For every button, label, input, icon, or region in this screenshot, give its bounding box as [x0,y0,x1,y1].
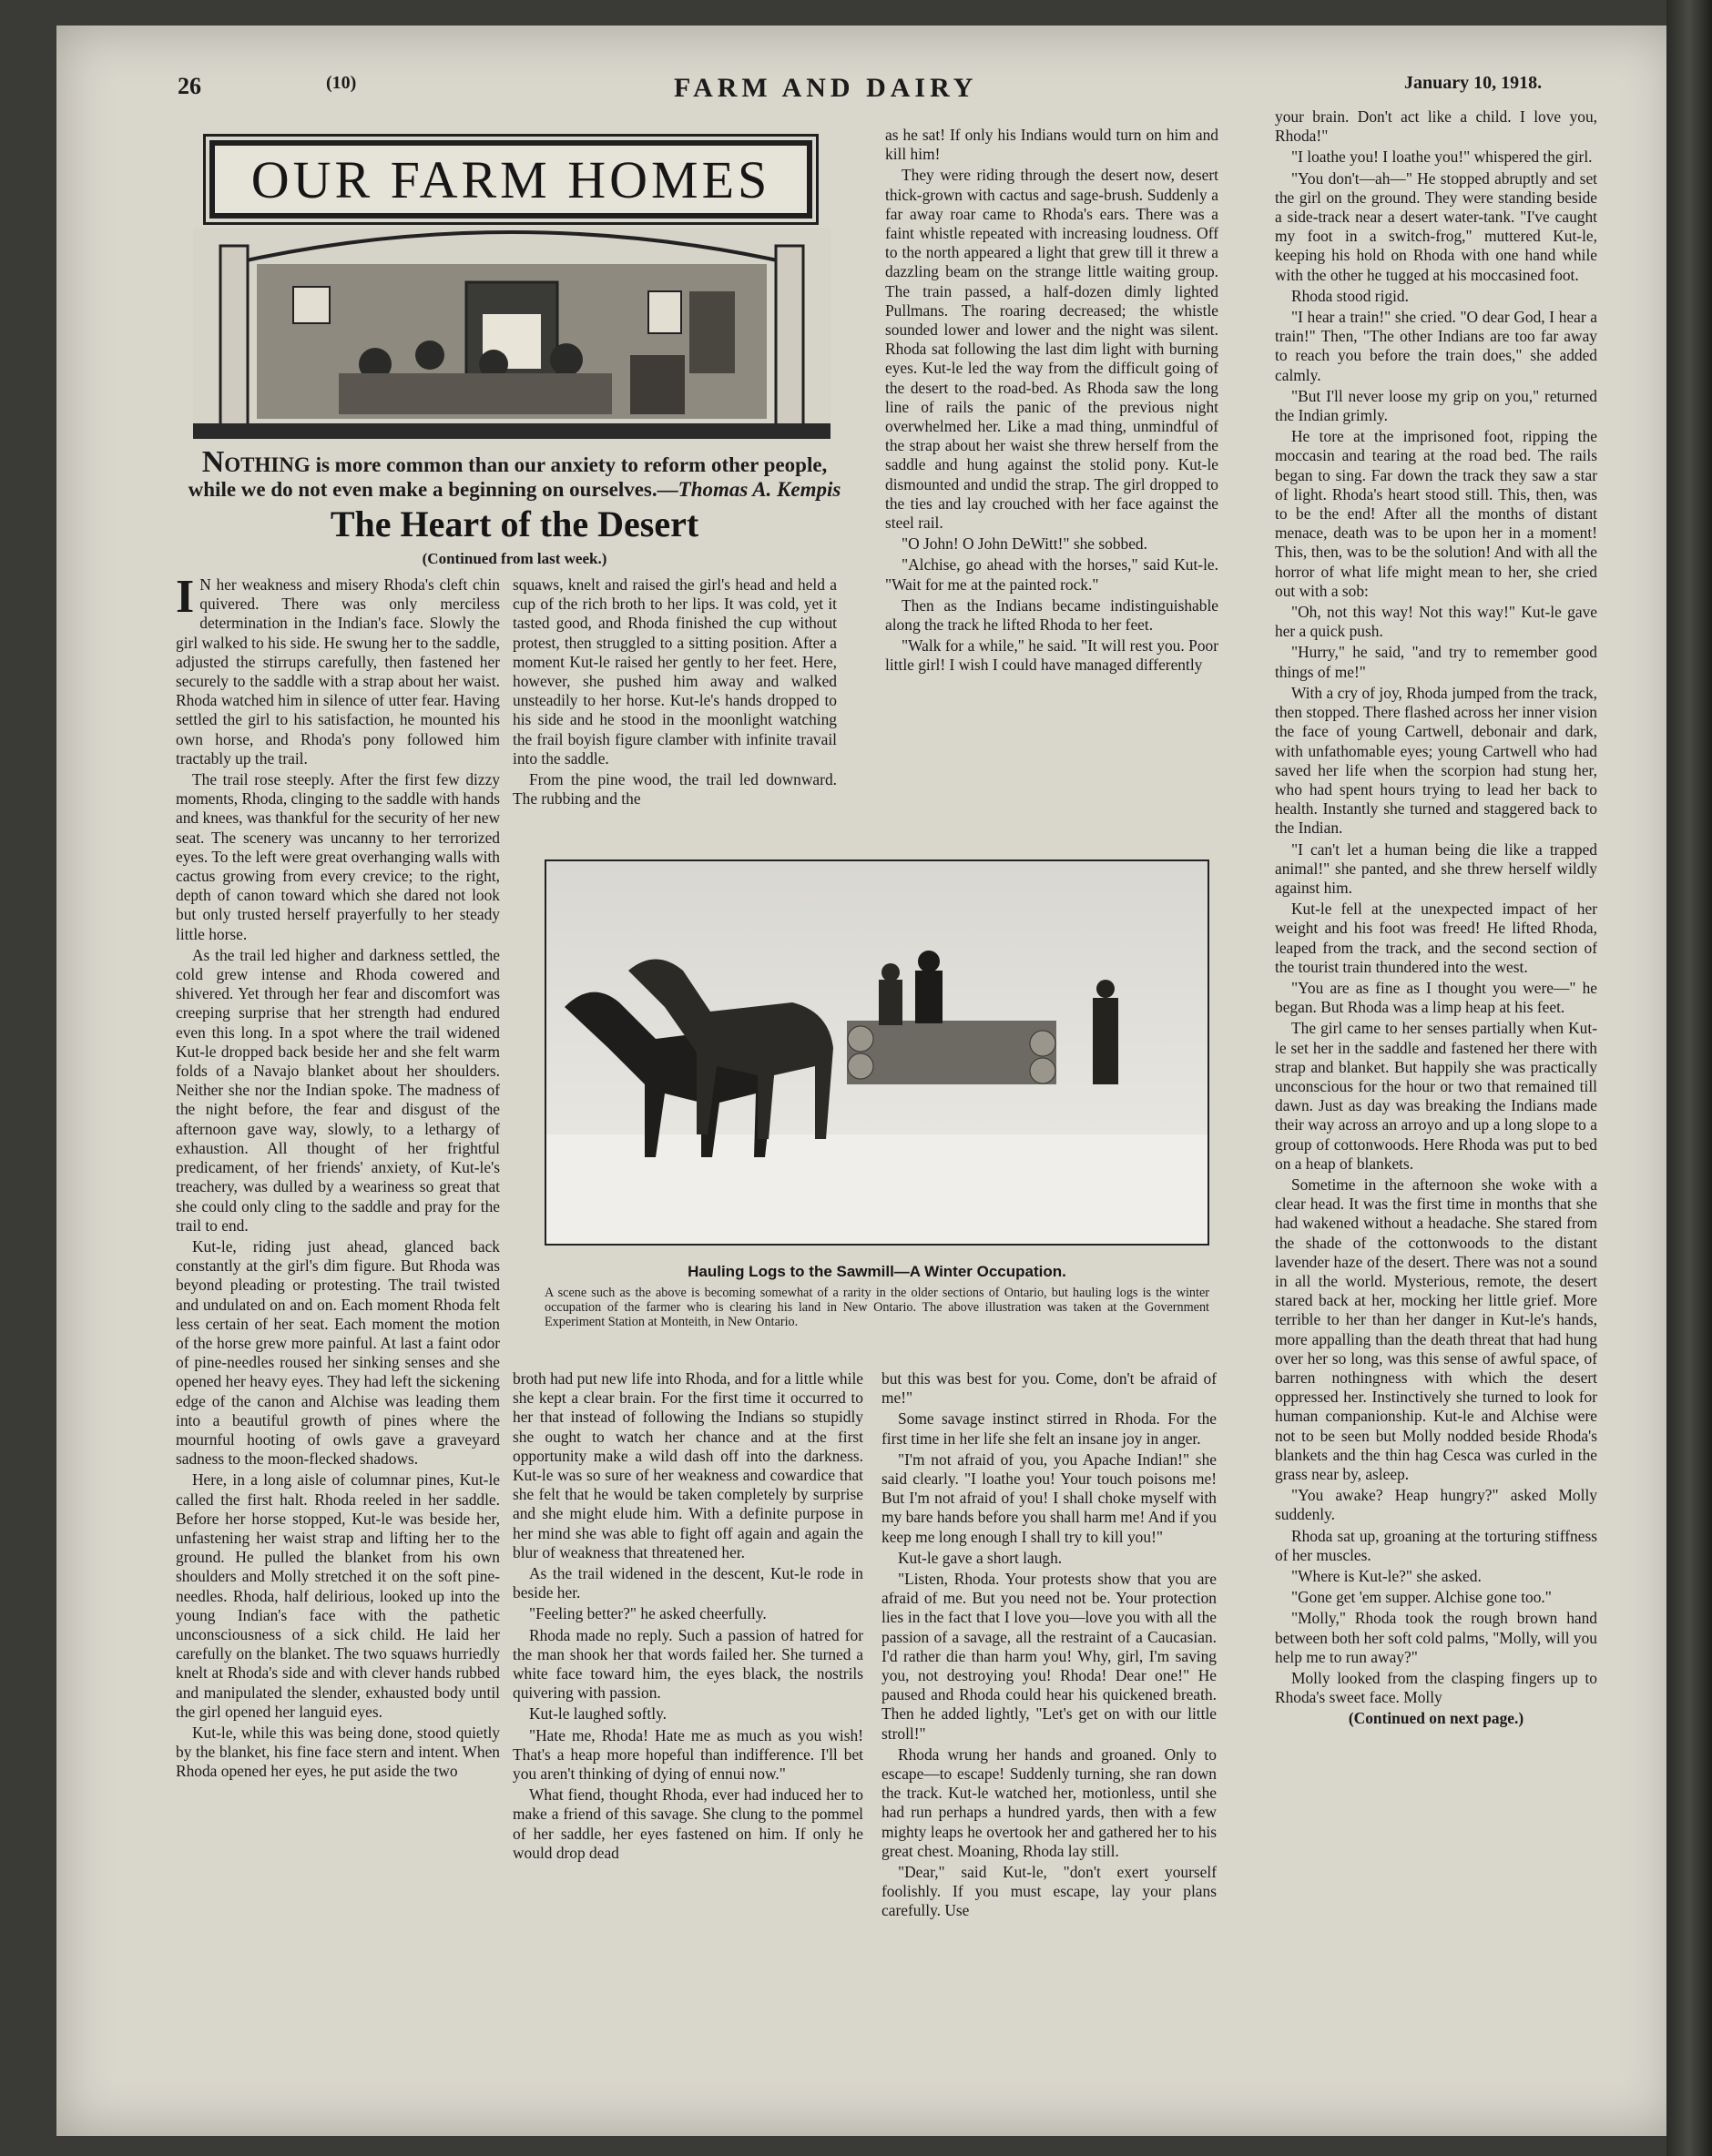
story-paragraph: Molly looked from the clasping fingers up to Rhoda's sweet face. Molly [1275,1669,1597,1707]
story-paragraph: "I can't let a human being die like a trapped animal!" she panted, and she threw herself wildly against him. [1275,839,1597,897]
story-paragraph: "I'm not afraid of you, you Apache Indian!" she said clearly. "I loathe you! Your touch poisons me! But I'm not afraid of you! I shall choke myself with my bare hands before you shall harm me! And if you keep me long enough I shall try to kill you!" [881,1449,1217,1546]
quote-author: Thomas A. Kempis [678,478,841,501]
story-paragraph: The trail rose steeply. After the first few dizzy moments, Rhoda, clinging to the saddle with hands and knees, was thankful for the security of her new seat. The scenery was uncanny to her terrorized eyes. To the left were great overhanging walls with cactus growing from every crevice; to the right, depth of canon toward which she dared not look but only trusted herself prayerfully to her steady little horse. [176,770,500,943]
photo-caption-title: Hauling Logs to the Sawmill—A Winter Occupation. [688,1263,1066,1280]
story-dropcap: I [176,575,195,623]
story-paragraph: broth had put new life into Rhoda, and for a little while she kept a clear brain. For the first time it occurred to her that instead of following the Indians so stupidly she ought to watch her chance and at the first opportunity make a wild dash off into the darkness. Kut-le was so sure of her weakness and cowardice that she felt that he would be taken completely by surprise and she might elude him. With a definite purpose in her mind she was able to fight off again and again the blur of weakness that threatened her. [513,1369,863,1561]
section-banner [193,129,831,439]
story-column-3-bottom [881,1369,1217,2073]
story-column-1 [176,575,500,2073]
story-paragraph: The girl came to her senses partially when Kut-le set her in the saddle and fastened her there with strap and blanket. But happily she was practically unconscious for the hour or two that remained till dawn. Just as day was breaking the Indians made their way across an arroyo and up a long slope to a group of cottonwoods. Here Rhoda was put to bed on a heap of blankets. [1275,1019,1597,1173]
photo-caption-text: A scene such as the above is becoming somewhat of a rarity in the older sections of Ontario, but hauling logs is the winter occupation of the farmer who is clearing his land in New Ontario. The above illustration was taken at the Government Experiment Station at Monteith, in New Ontario. [545,1286,1209,1329]
story-paragraph: "Walk for a while," he said. "It will rest you. Poor little girl! I wish I could have managed differently [885,636,1218,675]
story-paragraph: "Feeling better?" he asked cheerfully. [529,1604,767,1623]
story-paragraph: They were riding through the desert now, desert thick-grown with cactus and sage-brush. Suddenly a far away roar came to Rhoda's ears. There was a faint whistle repeated with increasing loudness. Off to the north appeared a light that grew till it threw a dazzling beam on the strange little waiting group. The train passed, a half-dozen dimly lighted Pullmans. The roaring decreased; the whistle sounded lower and lower and the night was silent. Rhoda sat following the last dim light with burning eyes. Kut-le led the way from the difficult going of the desert to the road-bed. As Rhoda saw the long line of rails the panic of the previous night overwhelmed her. Like a mad thing, unmindful of the strap about her waist she threw herself from the saddle and hung against the stolid pony. Kut-le dismounted and undid the strap. The girl dropped to the ties and lay crouched with her face against the steel rail. [885,166,1218,533]
publication-title: FARM AND DAIRY [674,73,978,103]
binding-fold [1666,0,1712,2156]
quote-text: OTHING is more common than our anxiety to reform other people, while we do not even make a beginning on ourselves.— [188,453,828,501]
story-paragraph: Kut-le gave a short laugh. [898,1548,1063,1567]
issue-date: January 10, 1918. [1404,73,1543,93]
story-paragraph: "I loathe you! I loathe you!" whispered the girl. [1291,147,1593,167]
story-paragraph: "O John! O John DeWitt!" she sobbed. [902,534,1147,554]
story-paragraph: With a cry of joy, Rhoda jumped from the track, then stopped. There flashed across her inner vision the face of young Cartwell, debonair and dark, with unfathomable eyes; young Cartwell who had saved her life when the scorpion had stung her, who had spent hours trying to lead her back to health. Instantly she turned and staggered back to the Indian. [1275,683,1597,838]
story-column-4 [1275,107,1597,2074]
story-paragraph: "You are as fine as I thought you were—" he began. But Rhoda was a limp heap at his feet. [1275,978,1597,1017]
story-paragraph: your brain. Don't act like a child. I love you, Rhoda!" [1275,107,1597,146]
story-column-3-top [885,126,1218,859]
story-paragraph: From the pine wood, the trail led downward. The rubbing and the [513,770,837,808]
story-paragraph: "Oh, not this way! Not this way!" Kut-le gave her a quick push. [1275,603,1597,641]
story-paragraph: What fiend, thought Rhoda, ever had induced her to make a friend of this savage. She clung to the pommel of her saddle, her eyes fastened on him. If only he would drop dead [513,1785,863,1862]
bracket-number: (10) [326,73,357,93]
story-paragraph: "Dear," said Kut-le, "don't exert yourself foolishly. If you must escape, lay your plans carefully. Use [881,1863,1217,1920]
story-title: The Heart of the Desert [330,503,699,544]
banner-frame [209,140,812,219]
story-paragraph: "You awake? Heap hungry?" asked Molly suddenly. [1275,1486,1597,1524]
story-paragraph: As the trail led higher and darkness settled, the cold grew intense and Rhoda cowered and shivered. Yet through her fear and discomfort was creeping surprise that her strength had endured even this long. In a spot where the trail widened Kut-le dropped back beside her and she felt warm folds of a Navajo blanket about her shoulders. Neither she nor the Indian spoke. The madness of the night before, the fear and disgust of the afternoon gave way, slowly, to a lethargy of exhaustion. All thought of her frightful predicament, of her friends' anxiety, of Kut-le's treachery, was dulled by a weariness so great that she could only cling to the saddle and pray for the trail to end. [176,945,500,1235]
story-paragraph: Some savage instinct stirred in Rhoda. For the first time in her life she felt an insane joy in anger. [881,1409,1217,1448]
story-paragraph: Kut-le, riding just ahead, glanced back constantly at the girl's dim figure. But Rhoda was beyond pleading or protesting. The trail twisted and undulated on and on. Each moment Rhoda felt less certain of her seat. Each moment the motion of the horse grew more painful. At last a faint odor of pine-needles roused her sinking senses and she opened her heavy eyes. They had left the sickening edge of the canon and Alchise was leading them into a beautiful growth of pines where the mournful hooting of owls gave a graveyard sadness to the moon-flecked shadows. [176,1236,500,1469]
epigraph-quote [182,445,847,502]
story-paragraph: squaws, knelt and raised the girl's head and held a cup of the rich broth to her lips. It was cold, yet it tasted good, and Rhoda finished the cup without protest, then struggled to a sitting position. After a moment Kut-le raised her gently to her feet. Here, however, she pushed him away and walked unsteadily to her horse. Kut-le's hands dropped to his side and he stood in the moonlight watching the frail boyish figure clamber with infinite travail into the saddle. [513,575,837,768]
story-column-2-top [513,575,837,859]
fireside-illustration [193,228,831,439]
story-paragraph: Kut-le laughed softly. [529,1704,667,1724]
banner-title: OUR FARM HOMES [250,150,771,209]
story-paragraph: Rhoda made no reply. Such a passion of hatred for the man shook her that words failed her. She turned a white face toward him, the eyes black, the nostrils quivering with passion. [513,1625,863,1703]
story-paragraph: Rhoda wrung her hands and groaned. Only to escape—to escape! Suddenly turning, she ran down the track. Kut-le watched her, motionless, until she had run perhaps a hundred yards, then with a few mighty leaps he overtook her and gathered her to his great chest. Moaning, Rhoda lay still. [881,1744,1217,1860]
story-paragraph: Kut-le fell at the unexpected impact of her weight and his foot was freed! He lifted Rhoda, leaped from the track, and the second section of the tourist train thundered into the west. [1275,900,1597,976]
photo-image [546,861,1208,1244]
continued-note: (Continued on next page.) [1348,1709,1524,1728]
story-paragraph: As the trail widened in the descent, Kut-le rode in beside her. [513,1564,863,1602]
story-paragraph: Rhoda sat up, groaning at the torturing stiffness of her muscles. [1275,1526,1597,1564]
story-paragraph: but this was best for you. Come, don't be afraid of me!" [881,1369,1217,1408]
story-paragraph: Sometime in the afternoon she woke with a clear head. It was the first time in months that she had wakened without a headache. She stared from the shade of the cottonwoods to the distant lavender haze of the desert. There was not a sound in all the world. Mysterious, remote, the desert stared back at her, mocking her little grief. More terrible to her than her danger in Kut-le's hands, more appalling than the death threat that had hung over her so long, was this sense of awful space, of barren nothingness with which the desert oppressed her. Instinctively she turned to look for human companionship. Kut-le and Alchise were not to be seen but Molly nodded beside Rhoda's blankets and the thin hag Cesca was curled in the grass near by, asleep. [1275,1175,1597,1484]
story-paragraph: "I hear a train!" she cried. "O dear God, I hear a train!" Then, "The other Indians are too far away to reach you before the train does," she added calmly. [1275,308,1597,384]
story-paragraph: N her weakness and misery Rhoda's cleft chin quivered. There was only merciless determination in the Indian's face. Slowly the girl walked to his side. He swung her to the saddle, adjusted the stirrups carefully, then fastened her securely to the saddle with a strap about her waist. Rhoda watched him in silence of utter fear. Having settled the girl to his satisfaction, he mounted his own horse, and Rhoda's pony followed him tractably up the trail. [176,575,500,768]
story-subtitle: (Continued from last week.) [422,550,607,567]
log-hauling-photo [545,859,1209,1246]
story-paragraph: "Molly," Rhoda took the rough brown hand between both her soft cold palms, "Molly, will you help me to run away?" [1275,1609,1597,1666]
story-paragraph: He tore at the imprisoned foot, ripping the moccasin and tearing at the road bed. The rails began to sing. Far down the track they saw a star of light. Rhoda's heart stood still. This, then, was to be the end! After all the months of distant menace, death was to be upon her in a moment! This, then, was to be the solution! And with all the horror of what life might mean to her, she cried out with a sob: [1275,427,1597,600]
story-paragraph: "Listen, Rhoda. Your protests show that you are afraid of me. But you need not be. Your protection lies in the fact that I love you—love you with all the passion of a savage, all the restraint of a Caucasian. I'd rather die than harm you! Why, girl, I'm saving you, not destroying you! Rhoda! Dear one!" He paused and Rhoda could hear his quickened breath. Then he added lightly, "Let's get on with our little stroll!" [881,1570,1217,1743]
story-column-2-bottom [513,1369,863,2073]
story-paragraph: Here, in a long aisle of columnar pines, Kut-le called the first halt. Rhoda reeled in her saddle. Before her horse stopped, Kut-le was beside her, unfastening her waist strap and lifting her to the ground. He pulled the blanket from his own shoulders and Molly stretched it on the soft pine-needles. Rhoda, half delirious, looked up into the young Indian's face with the pathetic unconsciousness of a sick child. He laid her carefully on the blanket. The two squaws hurriedly knelt at Rhoda's side and with clever hands rubbed and manipulated the slender, exhausted body until the girl opened her languid eyes. [176,1470,500,1721]
story-paragraph: "But I'll never loose my grip on you," returned the Indian grimly. [1275,386,1597,425]
story-paragraph: as he sat! If only his Indians would turn on him and kill him! [885,126,1218,164]
story-paragraph: "Where is Kut-le?" she asked. [1291,1567,1482,1586]
story-paragraph: Rhoda stood rigid. [1291,286,1409,305]
story-paragraph: "You don't—ah—" He stopped abruptly and set the girl on the ground. They were standing beside a side-track near a desert water-tank. "I've caught my foot in a switch-frog," muttered Kut-le, keeping his hold on Rhoda with one hand while with the other he tugged at his moccasined foot. [1275,168,1597,284]
story-paragraph: "Hurry," he said, "and try to remember good things of me!" [1275,643,1597,681]
story-paragraph: Then as the Indians became indistinguishable along the track he lifted Rhoda to her feet. [885,595,1218,635]
page-number: 26 [178,73,201,99]
story-paragraph: Kut-le, while this was being done, stood quietly by the blanket, his fine face stern and intent. When Rhoda opened her eyes, he put aside the two [176,1723,500,1781]
story-paragraph: "Gone get 'em supper. Alchise gone too." [1291,1588,1552,1607]
story-paragraph: "Alchise, go ahead with the horses," said Kut-le. "Wait for me at the painted rock." [885,555,1218,594]
quote-dropcap: N [201,445,225,479]
story-paragraph: "Hate me, Rhoda! Hate me as much as you wish! That's a heap more hopeful than indifference. I'll bet you aren't thinking of dying of ennui now." [513,1725,863,1784]
